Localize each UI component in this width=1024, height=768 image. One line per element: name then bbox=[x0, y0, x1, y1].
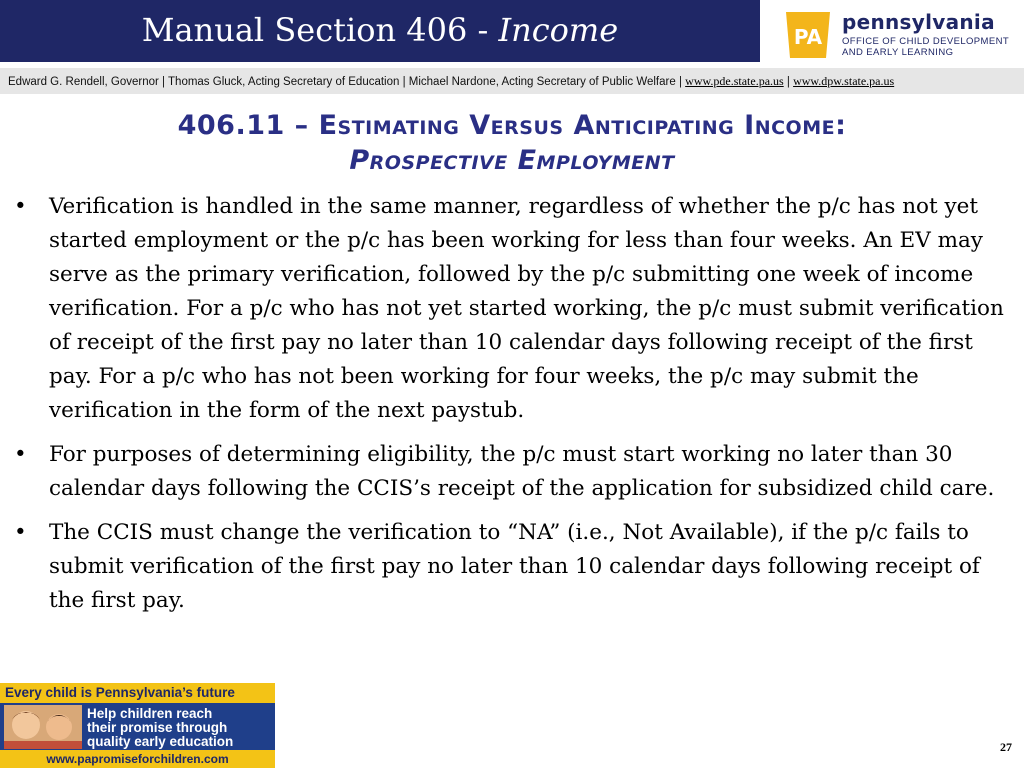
children-photo-icon bbox=[4, 705, 82, 749]
header-bar bbox=[0, 0, 760, 62]
logo-name: pennsylvania bbox=[842, 10, 995, 34]
bullet-icon: • bbox=[14, 194, 27, 219]
credits-separator: | bbox=[675, 76, 686, 88]
title-main: Manual Section 406 - bbox=[141, 11, 499, 49]
promo-text bbox=[87, 707, 233, 749]
dpw-link[interactable]: www.dpw.state.pa.us bbox=[793, 74, 895, 88]
bullet-icon: • bbox=[14, 520, 27, 545]
logo-subline-2: AND EARLY LEARNING bbox=[842, 47, 954, 58]
slide-title-line-2: Prospective Employment bbox=[349, 145, 675, 176]
logo-badge-text: PA bbox=[793, 25, 823, 49]
slide-title-line-1: 406.11 – Estimating Versus Anticipating Income: bbox=[177, 110, 847, 141]
credits-text: Edward G. Rendell, Governor | Thomas Gluck, Acting Secretary of Education | Michael Nardone, Acting Secretary of Public Welfare bbox=[8, 76, 676, 88]
bullet-item bbox=[14, 516, 1016, 618]
promo-line-3: quality early education bbox=[87, 734, 234, 749]
page-title bbox=[0, 8, 760, 52]
credits-separator: | bbox=[783, 76, 794, 88]
promo-line-2: their promise through bbox=[87, 720, 228, 735]
pde-link[interactable]: www.pde.state.pa.us bbox=[685, 74, 784, 88]
promo-line-1: Help children reach bbox=[87, 706, 213, 721]
pennsylvania-logo bbox=[782, 6, 1012, 62]
bullet-icon: • bbox=[14, 442, 27, 467]
promo-url[interactable]: www.papromiseforchildren.com bbox=[0, 750, 275, 768]
bullet-text: For purposes of determining eligibility, the p/c must start working no later than 30 calendar days following the CCIS’s receipt of the application for subsidized child care. bbox=[49, 442, 995, 501]
promo-headline: Every child is Pennsylvania’s future bbox=[0, 683, 275, 703]
bullet-item bbox=[14, 438, 1016, 506]
bullet-text: The CCIS must change the verification to “NA” (i.e., Not Available), if the p/c fails to submit verification of the first pay no later than 10 calendar days following receipt of the first pay. bbox=[49, 520, 980, 613]
logo-subline-1: OFFICE OF CHILD DEVELOPMENT bbox=[842, 36, 1010, 47]
page-number: 27 bbox=[1000, 740, 1012, 754]
slide-title bbox=[0, 108, 1024, 178]
bullet-text: Verification is handled in the same manner, regardless of whether the p/c has not yet started employment or the p/c has been working for less than four weeks. An EV may serve as the primary verification, followed by the p/c submitting one week of income verification. For a p/c who has not yet started working, the p/c must submit verification of receipt of the first pay no later than 10 calendar days following receipt of the first pay. For a p/c who has not been working for four weeks, the p/c may submit the verification in the form of the next paystub. bbox=[49, 194, 1004, 423]
promise-banner bbox=[0, 683, 275, 768]
title-italic: Income bbox=[498, 11, 619, 49]
bullet-list bbox=[14, 190, 1016, 628]
bullet-item bbox=[14, 190, 1016, 428]
keystone-icon bbox=[782, 10, 834, 60]
credits-bar bbox=[0, 68, 1024, 94]
